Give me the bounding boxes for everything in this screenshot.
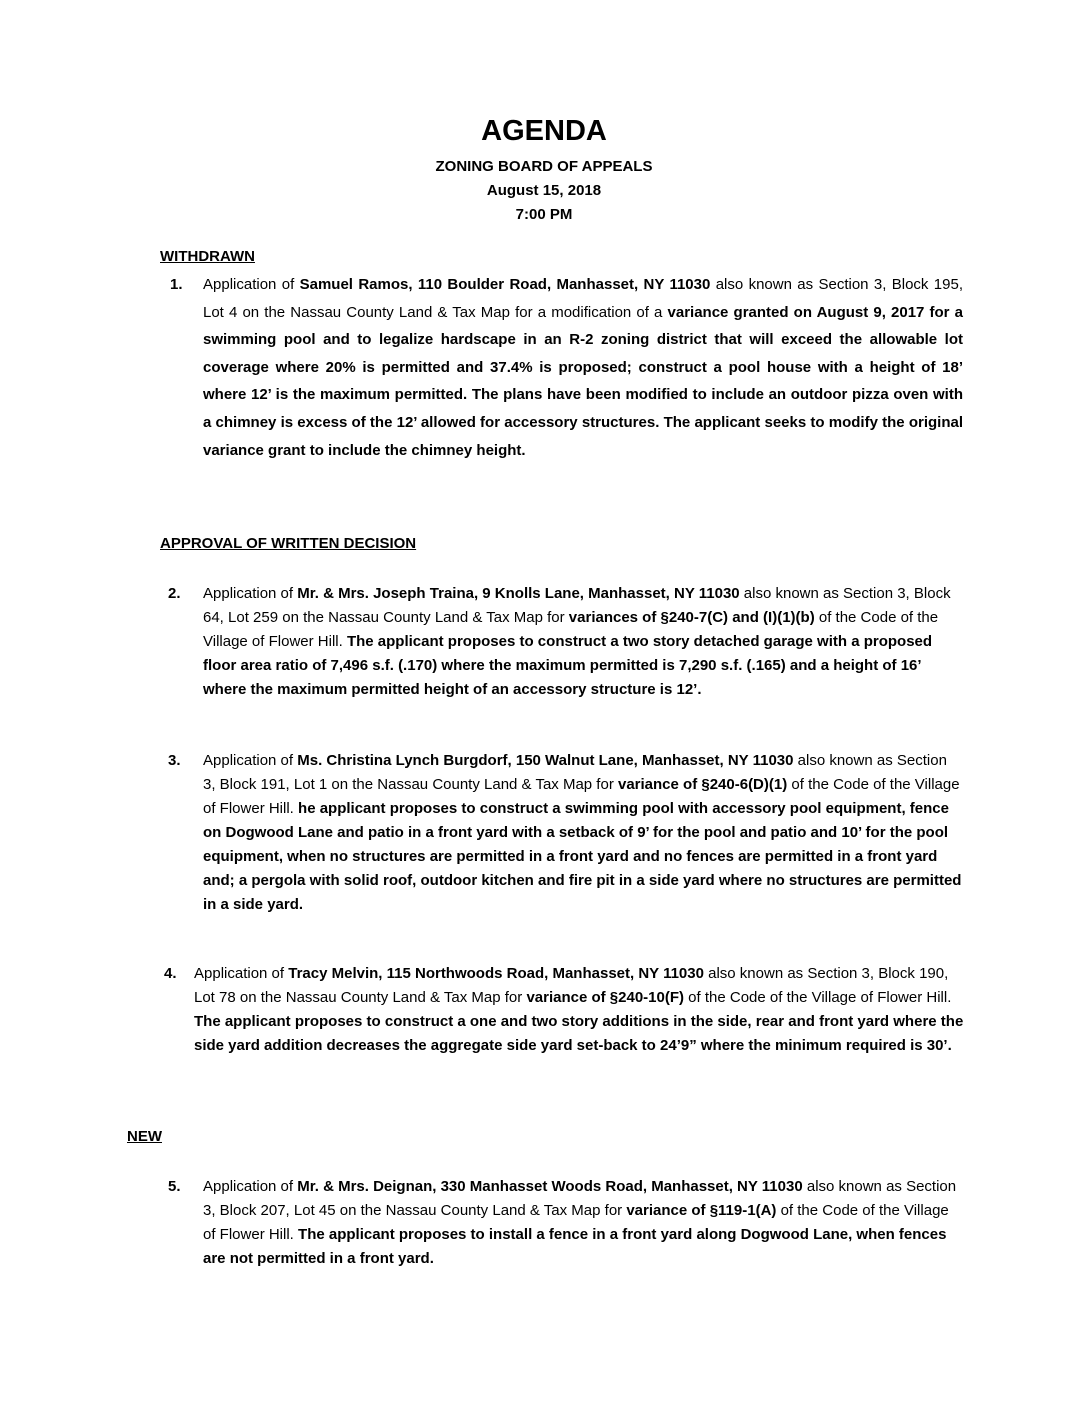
item-text-bold: Mr. & Mrs. Joseph Traina, 9 Knolls Lane, Manhasset, NY 11030 [297,585,740,602]
agenda-item [168,1175,963,1271]
item-text-bold: variance of §240-6(D)(1) [617,776,788,793]
item-text-regular: of the Code of the Village of Flower Hill. [203,609,939,650]
item-text-bold: variance of §240-10(F) [526,989,685,1006]
item-text [194,962,964,1058]
item-text-regular: Application of [203,276,300,293]
item-text-regular: also known as Section 3, Block 207, Lot 45 on the Nassau County Land & Tax Map for [203,1178,957,1219]
item-text-regular: of the Code of the Village of Flower Hill. [203,776,960,817]
item-text-bold: Samuel Ramos, 110 Boulder Road, Manhasset, NY 11030 [299,276,711,293]
meeting-date: August 15, 2018 [486,182,602,199]
item-text-regular: also known as Section 3, Block 64, Lot 259 on the Nassau County Land & Tax Map for [203,585,951,626]
item-text-bold: variances of §240-7(C) and (I)(1)(b) [568,609,815,626]
agenda-item [168,749,963,917]
item-text-bold: variance of §119-1(A) [626,1202,777,1219]
item-text-bold: The applicant proposes to construct a two story detached garage with a proposed floor area ratio of 7,496 s.f. (.170) where the maximum permitted is 7,290 s.f. (.165) and a height of 16’ where the maximum permitted height of an accessory structure is 12’. [203,633,933,698]
item-text-regular: also known as Section 3, Block 191, Lot 1 on the Nassau County Land & Tax Map for [203,752,947,793]
item-text [203,749,963,917]
item-text-bold: he applicant proposes to construct a swimming pool with accessory pool equipment, fence on Dogwood Lane and patio in a front yard with a setback of 9’ for the pool and patio and 10’ for the pool equipment, when no structures are permitted in a front yard and no fences are permitted in a front yard and; a pergola with solid roof, outdoor kitchen and fire pit in a side yard where no structures are permitted in a side yard. [203,800,962,913]
item-text-regular: Application of [203,585,298,602]
agenda-item [168,582,963,702]
item-text-regular: Application of [194,965,289,982]
item-text-bold: Ms. Christina Lynch Burgdorf, 150 Walnut Lane, Manhasset, NY 11030 [297,752,794,769]
item-number: 4. [164,965,177,982]
item-text-regular: also known as Section 3, Block 190, Lot 78 on the Nassau County Land & Tax Map for [194,965,949,1006]
item-text [203,1175,963,1271]
item-number: 3. [168,752,181,769]
item-text-bold: variance granted on August 9, 2017 for a swimming pool and to legalize hardscape in an R-2 zoning district that will exceed the allowable lot coverage where 20% is permitted and 37.4% is proposed; construct a pool house with a height of 18’ where 12’ is the maximum permitted. The plans have been modified to include an outdoor pizza oven with a chimney is excess of the 12’ allowed for accessory structures. The applicant seeks to modify the original variance grant to include the chimney height. [203,303,963,459]
page-title: AGENDA [481,115,607,147]
agenda-item [164,962,964,1058]
item-text-regular: of the Code of the Village of Flower Hill. [684,989,952,1006]
section-heading-withdrawn: WITHDRAWN [160,248,255,265]
item-text-regular: also known as Section 3, Block 195, Lot 4 on the Nassau County Land & Tax Map for a modification of a [203,276,963,321]
board-name: ZONING BOARD OF APPEALS [435,158,653,175]
item-text-bold: Tracy Melvin, 115 Northwoods Road, Manhasset, NY 11030 [288,965,704,982]
item-number: 1. [170,276,183,293]
item-text-bold: The applicant proposes to install a fence in a front yard along Dogwood Lane, when fences are not permitted in a front yard. [203,1226,947,1267]
meeting-time: 7:00 PM [515,206,573,223]
item-number: 2. [168,585,181,602]
item-number: 5. [168,1178,181,1195]
item-text [203,582,963,702]
item-text-bold: Mr. & Mrs. Deignan, 330 Manhasset Woods Road, Manhasset, NY 11030 [297,1178,803,1195]
section-heading-new: NEW [127,1128,162,1145]
item-text-bold: The applicant proposes to construct a one and two story additions in the side, rear and front yard where the side yard addition decreases the aggregate side yard set-back to 24’9” where the minimum required is 30’. [194,1013,964,1054]
section-heading-approval: APPROVAL OF WRITTEN DECISION [160,535,417,552]
item-text-regular: Application of [203,752,298,769]
item-text-regular: of the Code of the Village of Flower Hill. [203,1202,949,1243]
item-text-regular: Application of [203,1178,298,1195]
item-text [203,271,963,464]
agenda-item [170,271,963,464]
